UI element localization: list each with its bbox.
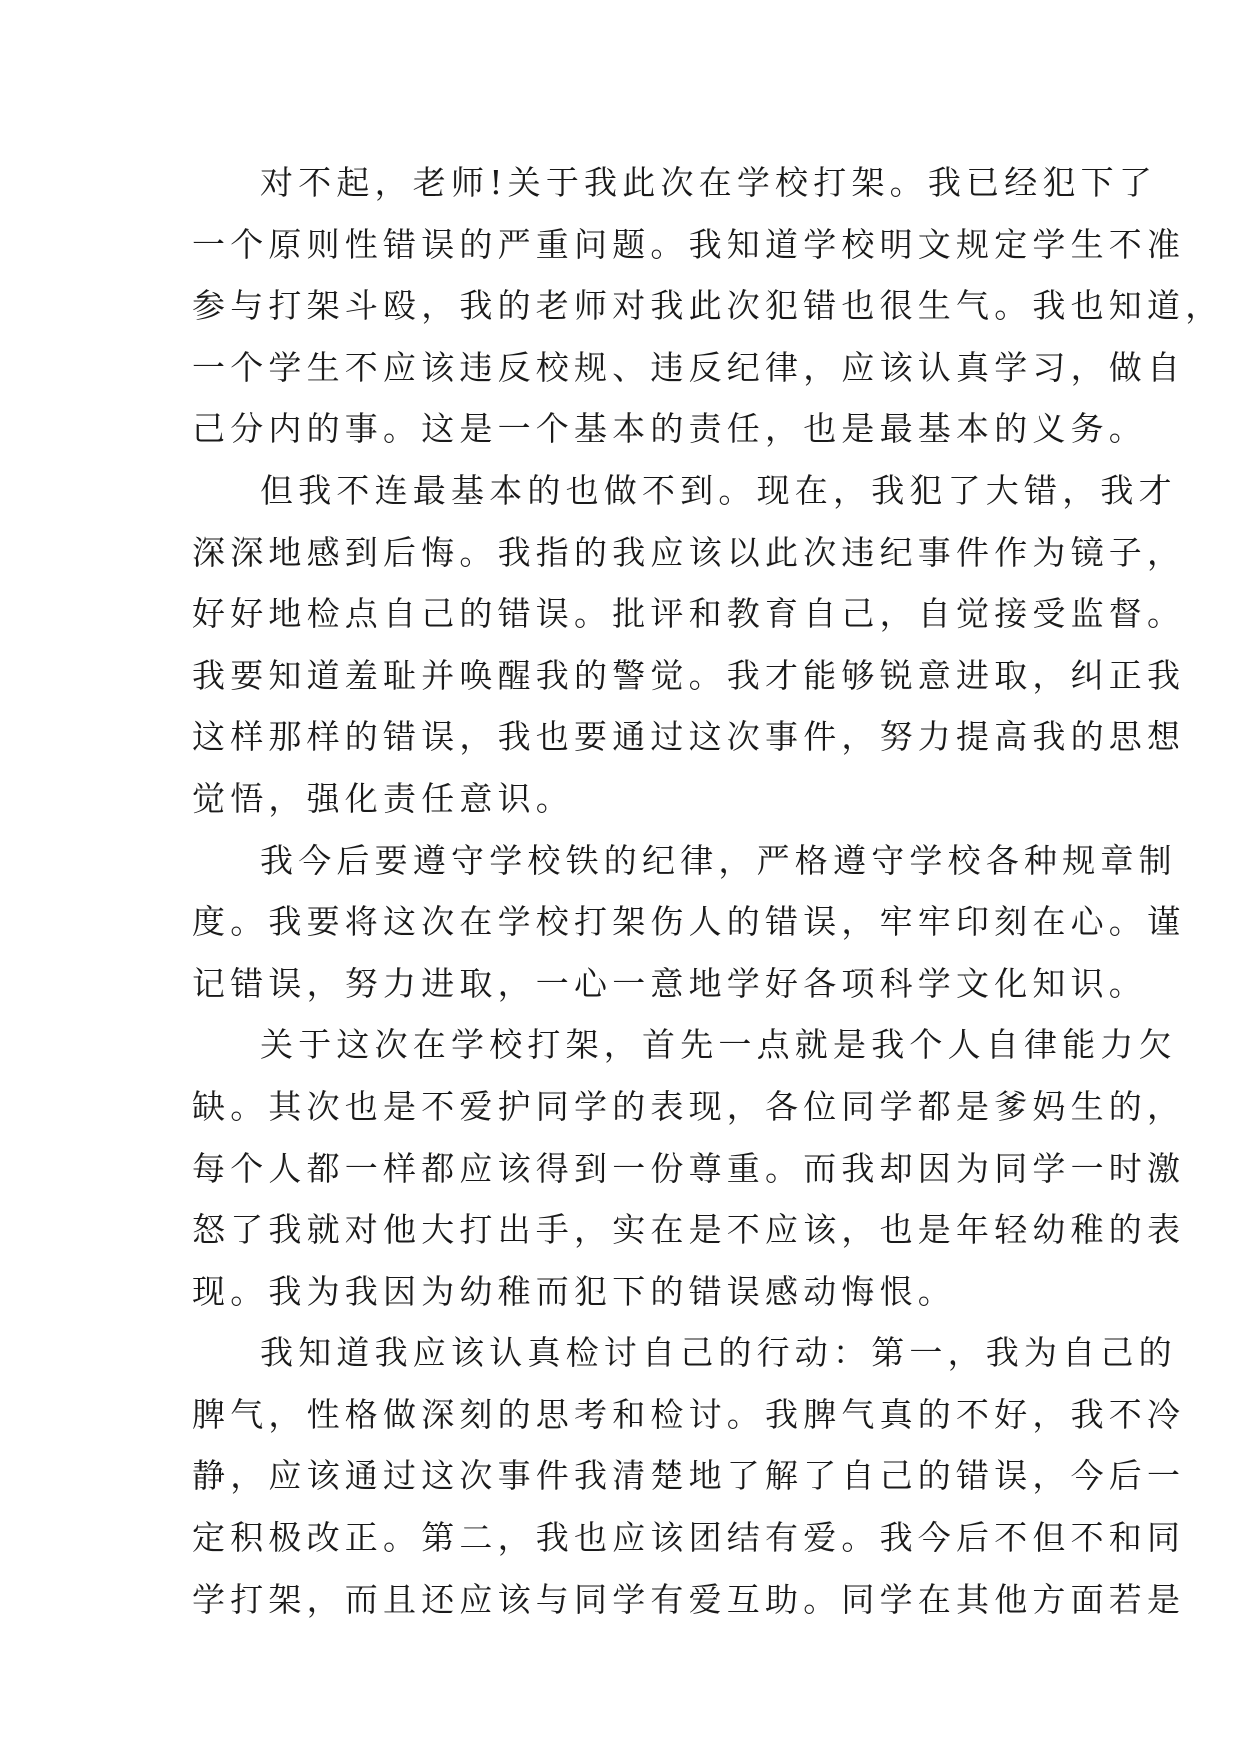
text-line: 记错误，努力进取，一心一意地学好各项科学文化知识。 [192,963,1147,1003]
text-line: 我今后要遵守学校铁的纪律，严格遵守学校各种规章制 [260,840,1177,880]
text-line: 关于这次在学校打架，首先一点就是我个人自律能力欠 [260,1025,1177,1065]
text-line: 深深地感到后悔。我指的我应该以此次违纪事件作为镜子， [192,532,1186,572]
paragraph-4 [192,1014,1186,1322]
text-line: 对不起，老师!关于我此次在学校打架。我已经犯下了 [260,163,1158,202]
text-line: 这样那样的错误，我也要通过这次事件，努力提高我的思想 [192,717,1186,757]
text-line: 参与打架斗殴，我的老师对我此次犯错也很生气。我也知道， [192,286,1224,326]
text-line: 但我不连最基本的也做不到。现在，我犯了大错，我才 [260,470,1177,510]
text-line: 好好地检点自己的错误。批评和教育自己，自觉接受监督。 [192,594,1186,634]
text-line: 每个人都一样都应该得到一份尊重。而我却因为同学一时激 [192,1148,1186,1188]
text-line: 怒了我就对他大打出手，实在是不应该，也是年轻幼稚的表 [192,1210,1186,1250]
document-body [192,152,1224,1630]
paragraph-1 [192,152,1224,460]
paragraph-5 [192,1322,1186,1630]
text-line: 我要知道羞耻并唤醒我的警觉。我才能够锐意进取，纠正我 [192,655,1186,695]
text-line: 度。我要将这次在学校打架伤人的错误，牢牢印刻在心。谨 [192,902,1186,942]
paragraph-2 [192,460,1186,830]
text-line: 一个原则性错误的严重问题。我知道学校明文规定学生不准 [192,224,1186,264]
text-line: 己分内的事。这是一个基本的责任，也是最基本的义务。 [192,409,1147,449]
text-line: 一个学生不应该违反校规、违反纪律，应该认真学习，做自 [192,347,1186,387]
text-line: 静，应该通过这次事件我清楚地了解了自己的错误，今后一 [192,1456,1186,1496]
text-line: 缺。其次也是不爱护同学的表现，各位同学都是爹妈生的， [192,1086,1186,1126]
text-line: 定积极改正。第二，我也应该团结有爱。我今后不但不和同 [192,1518,1186,1558]
paragraph-3 [192,830,1186,1015]
text-line: 现。我为我因为幼稚而犯下的错误感动悔恨。 [192,1271,956,1311]
text-line: 脾气，性格做深刻的思考和检讨。我脾气真的不好，我不冷 [192,1394,1186,1434]
text-line: 我知道我应该认真检讨自己的行动：第一，我为自己的 [260,1333,1177,1373]
text-line: 学打架，而且还应该与同学有爱互助。同学在其他方面若是 [192,1579,1186,1619]
text-line: 觉悟，强化责任意识。 [192,778,574,818]
